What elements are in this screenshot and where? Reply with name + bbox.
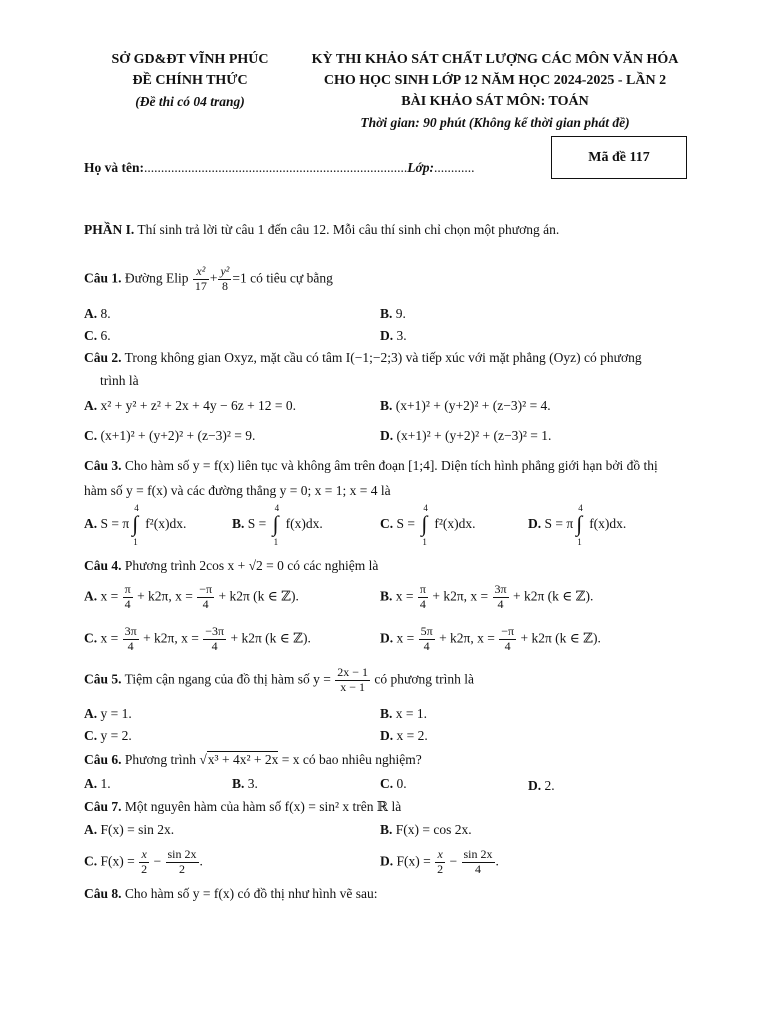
integral-symbol: ∫	[576, 511, 583, 536]
question-text: = x có bao nhiêu nghiệm?	[278, 752, 422, 767]
option-label: C.	[380, 776, 394, 791]
official-exam-label: ĐỀ CHÍNH THỨC	[132, 73, 248, 88]
option-text: f²(x)dx.	[145, 516, 187, 532]
question-text: Phương trình 2cos x + √2 = 0 có các nghiệm là	[121, 558, 379, 573]
upper-limit: 4	[423, 503, 428, 513]
option-a[interactable]	[84, 822, 174, 838]
integral	[420, 505, 432, 545]
option-d[interactable]	[380, 625, 601, 654]
option-a[interactable]	[84, 776, 111, 792]
option-b[interactable]	[380, 583, 593, 612]
option-label: B.	[380, 706, 393, 721]
option-text: + k2π	[517, 630, 552, 646]
option-c[interactable]	[84, 728, 132, 744]
option-text: S =	[244, 516, 270, 532]
option-d[interactable]	[380, 328, 407, 344]
question-text: có tiêu cự bằng	[246, 270, 333, 286]
numerator: y²	[220, 264, 230, 278]
option-text: + k2π	[435, 630, 471, 646]
question-4	[84, 558, 378, 574]
option-text: x =	[392, 588, 417, 604]
option-label: A.	[84, 398, 98, 413]
option-label: B.	[232, 776, 245, 791]
numerator: −π	[501, 624, 515, 638]
question-6	[84, 752, 422, 768]
option-text: (k ∈ ℤ).	[249, 588, 299, 604]
option-text: x =	[393, 630, 418, 646]
part1-instruction	[84, 222, 559, 238]
option-label: D.	[380, 328, 394, 343]
page-count-note: (Đề thi có 04 trang)	[135, 94, 245, 109]
integral	[575, 505, 587, 545]
question-label: Câu 6.	[84, 752, 122, 767]
denominator: 4	[504, 638, 511, 653]
option-label: D.	[380, 630, 394, 646]
question-text: Trong không gian Oxyz, mặt cầu có tâm I(−1;−2;3) và tiếp xúc với mặt phẳng (Oyz) có phương	[121, 350, 642, 365]
option-text: 3.	[244, 776, 258, 791]
exam-duration: Thời gian: 90 phút (Không kể thời gian phát đề)	[360, 115, 630, 130]
numerator: π	[124, 582, 131, 596]
option-label: C.	[380, 516, 394, 532]
question-text: Cho hàm số y = f(x) có đồ thị như hình vẽ sau:	[121, 886, 378, 901]
option-label: D.	[380, 853, 394, 869]
option-label: A.	[84, 822, 98, 837]
operator: =1	[232, 270, 247, 286]
option-text: , x =	[463, 588, 492, 604]
option-b[interactable]	[380, 398, 551, 414]
option-text: f(x)dx.	[589, 516, 627, 532]
option-label: C.	[84, 853, 98, 869]
subject-title: BÀI KHẢO SÁT MÔN: TOÁN	[401, 94, 589, 109]
numerator: sin 2x	[167, 847, 197, 861]
fraction	[493, 583, 509, 612]
lower-limit: 1	[577, 537, 582, 547]
option-label: D.	[380, 728, 394, 743]
option-text: + k2π	[139, 630, 175, 646]
question-label: Câu 5.	[84, 671, 122, 687]
option-d[interactable]	[380, 848, 499, 877]
candidate-info-line	[84, 160, 475, 176]
denominator: 4	[127, 638, 134, 653]
question-label: Câu 4.	[84, 558, 122, 573]
fraction	[203, 625, 226, 654]
option-label: B.	[232, 516, 245, 532]
option-label: B.	[380, 822, 393, 837]
option-label: D.	[528, 516, 542, 532]
option-label: D.	[380, 428, 394, 443]
option-text: , x =	[470, 630, 499, 646]
option-text: f(x)dx.	[285, 516, 323, 532]
option-label: A.	[84, 588, 98, 604]
fraction	[123, 625, 139, 654]
denominator: 4	[202, 596, 209, 611]
option-text: .	[199, 853, 203, 869]
question-2	[84, 350, 642, 366]
name-blank: ..............................................................................	[144, 160, 408, 175]
denominator: 2	[437, 861, 444, 876]
integral-symbol: ∫	[272, 511, 279, 536]
question-text: Đường Elip	[121, 270, 192, 286]
question-3-cont: hàm số y = f(x) và các đường thẳng y = 0; x = 1; x = 4 là	[84, 483, 391, 498]
fraction	[193, 265, 209, 294]
option-text: F(x) = cos 2x.	[392, 822, 472, 837]
option-text: + k2π	[133, 588, 169, 604]
denominator: 17	[194, 278, 207, 293]
fraction	[499, 625, 516, 654]
operator: −	[150, 853, 165, 869]
denominator: x − 1	[340, 679, 366, 694]
numerator: π	[419, 582, 426, 596]
option-d[interactable]	[380, 428, 551, 444]
upper-limit: 4	[274, 503, 280, 513]
option-label: A.	[84, 776, 98, 791]
option-text: x =	[97, 630, 122, 646]
denominator: 2	[141, 861, 148, 876]
question-label: Câu 2.	[84, 350, 122, 365]
question-text: Cho hàm số y = f(x) liên tục và không âm trên đoạn [1;4]. Diện tích hình phẳng giới hạn bởi đồ thị	[121, 458, 658, 473]
option-text: F(x) =	[97, 853, 139, 869]
upper-limit: 4	[578, 503, 583, 513]
numerator: x²	[193, 265, 209, 280]
option-b[interactable]	[232, 505, 323, 545]
option-c[interactable]	[84, 848, 203, 877]
denominator: 8	[221, 278, 228, 293]
exam-title: KỲ THI KHẢO SÁT CHẤT LƯỢNG CÁC MÔN VĂN HÓA	[311, 52, 679, 67]
denominator: 4	[419, 596, 426, 611]
option-text: + k2π	[428, 588, 464, 604]
option-text: , x =	[168, 588, 197, 604]
option-label: A.	[84, 516, 98, 532]
option-c[interactable]	[84, 328, 111, 344]
option-text: x = 1.	[392, 706, 428, 721]
question-5	[84, 666, 474, 695]
question-text: Phương trình	[121, 752, 200, 767]
operator: +	[209, 270, 218, 286]
option-text: + k2π	[215, 588, 250, 604]
option-c[interactable]	[380, 505, 476, 545]
question-text: có phương trình là	[371, 671, 474, 687]
lower-limit: 1	[273, 537, 279, 547]
option-b[interactable]	[380, 306, 406, 322]
option-b[interactable]	[380, 706, 427, 722]
class-blank: ............	[434, 160, 475, 175]
integral-symbol: ∫	[132, 511, 139, 536]
exam-subtitle: CHO HỌC SINH LỚP 12 NĂM HỌC 2024-2025 - LẦN 2	[323, 73, 667, 88]
option-label: C.	[84, 428, 98, 443]
option-text: y = 1.	[97, 706, 132, 721]
fraction	[123, 583, 133, 612]
option-text: (k ∈ ℤ).	[551, 630, 601, 646]
option-text: S = π	[541, 516, 574, 532]
option-label: C.	[84, 328, 98, 343]
question-8	[84, 886, 378, 902]
upper-limit: 4	[134, 503, 139, 513]
option-text: + k2π	[509, 588, 545, 604]
option-text: , x =	[174, 630, 203, 646]
department-name: SỞ GD&ĐT VĨNH PHÚC	[111, 52, 269, 67]
option-b[interactable]	[380, 822, 472, 838]
fraction	[435, 848, 445, 877]
numerator: 3π	[494, 582, 507, 596]
option-a[interactable]	[84, 306, 111, 322]
question-label: Câu 7.	[84, 799, 122, 814]
option-a[interactable]	[84, 505, 186, 545]
fraction	[197, 583, 214, 612]
denominator: 4	[124, 596, 131, 611]
radicand: x³ + 4x² + 2x	[207, 752, 279, 767]
option-text: f²(x)dx.	[434, 516, 476, 532]
option-a[interactable]	[84, 583, 299, 612]
fraction	[335, 666, 370, 695]
integral	[272, 505, 284, 545]
numerator: x	[139, 848, 149, 863]
option-d[interactable]	[528, 505, 626, 545]
option-text: .	[495, 853, 499, 869]
denominator: 4	[497, 596, 504, 611]
numerator: sin 2x	[463, 847, 493, 861]
option-text: x =	[97, 588, 122, 604]
numerator: 2x − 1	[337, 665, 369, 679]
question-text: Một nguyên hàm của hàm số f(x) = sin² x trên ℝ là	[121, 799, 402, 814]
fraction	[462, 848, 495, 877]
option-a[interactable]	[84, 398, 296, 414]
option-text: F(x) =	[393, 853, 435, 869]
option-text: 3.	[393, 328, 407, 343]
question-3	[84, 458, 658, 474]
option-label: A.	[84, 706, 98, 721]
name-label: Họ và tên:	[84, 160, 144, 175]
integral-symbol: ∫	[421, 511, 428, 536]
option-text: 2.	[541, 778, 555, 793]
lower-limit: 1	[422, 537, 427, 547]
option-text: y = 2.	[97, 728, 132, 743]
option-label: B.	[380, 398, 393, 413]
option-label: B.	[380, 588, 393, 604]
option-text: F(x) = sin 2x.	[97, 822, 175, 837]
numerator: x	[435, 848, 445, 863]
option-d[interactable]	[528, 778, 555, 794]
option-text: (x+1)² + (y+2)² + (z−3)² = 1.	[393, 428, 552, 443]
operator: −	[446, 853, 461, 869]
denominator: 2	[179, 861, 185, 876]
part1-text: Thí sinh trả lời từ câu 1 đến câu 12. Mỗi câu thí sinh chỉ chọn một phương án.	[134, 222, 560, 237]
exam-code-box: Mã đề 117	[551, 136, 687, 179]
option-text: (k ∈ ℤ).	[261, 630, 311, 646]
option-text: x = 2.	[393, 728, 428, 743]
question-1	[84, 265, 333, 294]
denominator: 4	[475, 861, 481, 876]
option-label: C.	[84, 630, 98, 646]
question-text: Tiệm cận ngang của đồ thị hàm số y =	[121, 671, 335, 687]
question-label: Câu 1.	[84, 270, 122, 286]
numerator: 3π	[124, 624, 137, 638]
option-text: x² + y² + z² + 2x + 4y − 6z + 12 = 0.	[97, 398, 297, 413]
option-text: 9.	[392, 306, 406, 321]
option-text: (x+1)² + (y+2)² + (z−3)² = 4.	[392, 398, 551, 413]
question-label: Câu 8.	[84, 886, 122, 901]
numerator: 5π	[420, 624, 433, 638]
option-label: C.	[84, 728, 98, 743]
question-7	[84, 799, 401, 815]
option-c[interactable]	[84, 428, 255, 444]
question-label: Câu 3.	[84, 458, 122, 473]
fraction	[418, 583, 428, 612]
part1-label: PHẦN I.	[84, 222, 135, 237]
class-label: Lớp:	[407, 160, 434, 175]
lower-limit: 1	[133, 537, 138, 547]
denominator: 4	[211, 638, 218, 653]
option-a[interactable]	[84, 706, 132, 722]
option-label: A.	[84, 306, 98, 321]
denominator: 4	[423, 638, 430, 653]
fraction	[166, 848, 199, 877]
option-text: 0.	[393, 776, 407, 791]
fraction	[139, 848, 149, 877]
option-label: D.	[528, 778, 542, 793]
option-text: 8.	[97, 306, 111, 321]
numerator: −3π	[205, 624, 225, 638]
option-text: S =	[393, 516, 419, 532]
option-text: (k ∈ ℤ).	[544, 588, 594, 604]
option-text: (x+1)² + (y+2)² + (z−3)² = 9.	[97, 428, 256, 443]
option-d[interactable]	[380, 728, 428, 744]
option-text: 6.	[97, 328, 111, 343]
option-text: 1.	[97, 776, 111, 791]
sqrt-symbol: √	[199, 752, 207, 767]
fraction	[218, 265, 231, 294]
numerator: −π	[199, 582, 213, 596]
question-2-cont: trình là	[100, 373, 139, 388]
option-text: + k2π	[227, 630, 262, 646]
option-b[interactable]	[232, 776, 258, 792]
option-c[interactable]	[380, 776, 407, 792]
option-label: B.	[380, 306, 393, 321]
integral	[131, 505, 143, 545]
option-text: S = π	[97, 516, 130, 532]
option-c[interactable]	[84, 625, 311, 654]
fraction	[419, 625, 435, 654]
